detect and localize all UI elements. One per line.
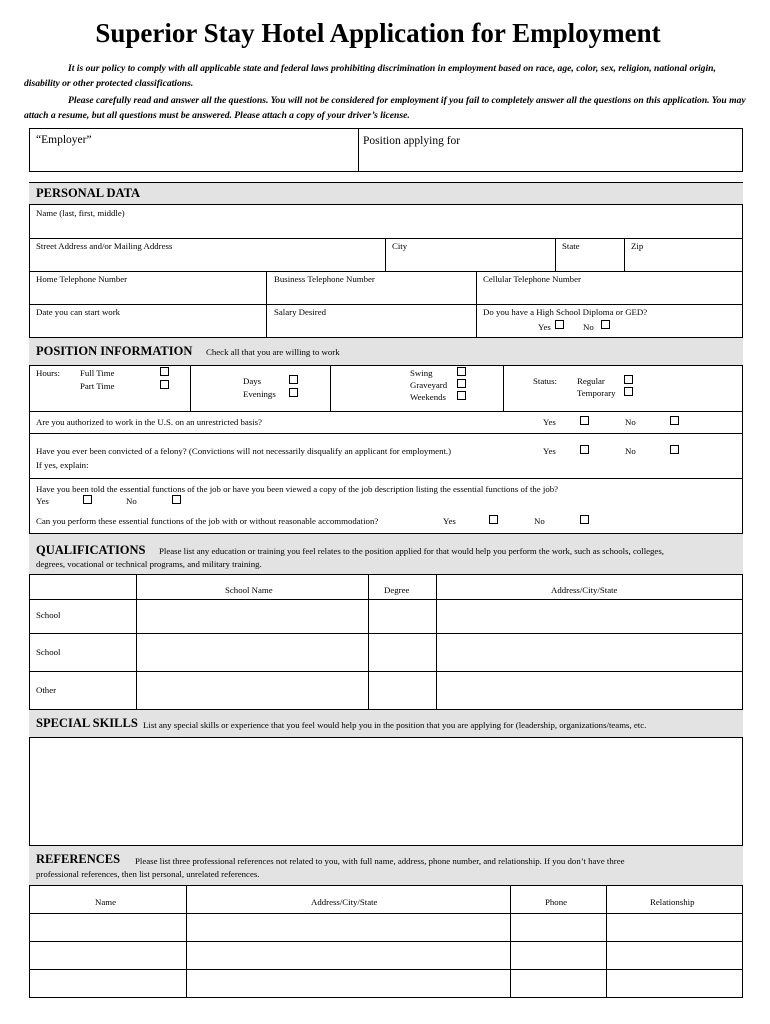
- authorized-yes-checkbox[interactable]: [580, 416, 589, 425]
- personal-data-heading: PERSONAL DATA: [36, 186, 141, 200]
- references-heading: REFERENCES: [36, 852, 121, 866]
- felony-yes-checkbox[interactable]: [580, 445, 589, 454]
- part-time-label: Part Time: [80, 381, 115, 391]
- ref-col-name: Name: [95, 897, 117, 907]
- employer-field[interactable]: “Employer”: [36, 134, 92, 146]
- graveyard-checkbox[interactable]: [457, 379, 466, 388]
- col-address-city-state: Address/City/State: [551, 585, 618, 595]
- position-info-heading: POSITION INFORMATION: [36, 344, 193, 358]
- essential-functions-question: Have you been told the essential functions of the job or have you been viewed a copy of the job description listing the essential functions of the job?: [36, 484, 559, 494]
- home-phone-field[interactable]: Home Telephone Number: [36, 274, 128, 284]
- diploma-no-label: No: [583, 322, 594, 332]
- weekends-checkbox[interactable]: [457, 391, 466, 400]
- qualifications-desc-line2: degrees, vocational or technical programs, and military training.: [36, 559, 262, 569]
- instructions-statement: Please carefully read and answer all the questions. You will not be considered for employment if you fail to completely answer all the questions on this application. You may attach a resume, but all questions must be answered. Please attach a copy of your driver’s license.: [24, 95, 746, 121]
- perform-yes-label: Yes: [443, 516, 456, 526]
- qualifications-heading: QUALIFICATIONS: [36, 543, 146, 557]
- start-date-field[interactable]: Date you can start work: [36, 307, 121, 317]
- special-skills-desc: List any special skills or experience that you feel would help you in the position that you are applying for (leadership, organizations/teams, etc.: [143, 720, 647, 730]
- essential-yes-label: Yes: [36, 496, 49, 506]
- authorized-no-label: No: [625, 417, 636, 427]
- days-checkbox[interactable]: [289, 375, 298, 384]
- regular-label: Regular: [577, 376, 605, 386]
- authorized-question: Are you authorized to work in the U.S. on an unrestricted basis?: [36, 417, 262, 427]
- perform-no-label: No: [534, 516, 545, 526]
- essential-no-label: No: [126, 496, 137, 506]
- col-school-name: School Name: [225, 585, 273, 595]
- status-label: Status:: [533, 376, 557, 386]
- felony-yes-label: Yes: [543, 446, 556, 456]
- ref-col-relationship: Relationship: [650, 897, 695, 907]
- col-degree: Degree: [384, 585, 410, 595]
- other-row-label: Other: [36, 685, 57, 695]
- qualifications-desc-line1: Please list any education or training you feel relates to the position applied for that would help you perform the work, such as schools, colleges,: [159, 546, 664, 556]
- evenings-label: Evenings: [243, 389, 276, 399]
- ref-col-address: Address/City/State: [311, 897, 378, 907]
- weekends-label: Weekends: [410, 392, 446, 402]
- essential-yes-checkbox[interactable]: [83, 495, 92, 504]
- swing-label: Swing: [410, 368, 433, 378]
- policy-statement: It is our policy to comply with all applicable state and federal laws prohibiting discrimination in employment based on race, age, color, sex, religion, national origin, disability or other protected classifications.: [24, 63, 716, 89]
- position-info-subheading: Check all that you are willing to work: [206, 347, 340, 357]
- regular-checkbox[interactable]: [624, 375, 633, 384]
- full-time-label: Full Time: [80, 368, 115, 378]
- perform-yes-checkbox[interactable]: [489, 515, 498, 524]
- perform-no-checkbox[interactable]: [580, 515, 589, 524]
- felony-question: Have you ever been convicted of a felony? (Convictions will not necessarily disqualify an applicant for employment.): [36, 446, 452, 456]
- street-address-field[interactable]: Street Address and/or Mailing Address: [36, 241, 173, 251]
- diploma-question: Do you have a High School Diploma or GED?: [483, 307, 648, 317]
- evenings-checkbox[interactable]: [289, 388, 298, 397]
- hours-label: Hours:: [36, 368, 60, 378]
- business-phone-field[interactable]: Business Telephone Number: [274, 274, 375, 284]
- state-field[interactable]: State: [562, 241, 580, 251]
- authorized-yes-label: Yes: [543, 417, 556, 427]
- graveyard-label: Graveyard: [410, 380, 448, 390]
- felony-explain-field[interactable]: If yes, explain:: [36, 460, 89, 470]
- diploma-no-checkbox[interactable]: [601, 320, 610, 329]
- felony-no-checkbox[interactable]: [670, 445, 679, 454]
- special-skills-heading: SPECIAL SKILLS: [36, 716, 138, 730]
- felony-no-label: No: [625, 446, 636, 456]
- authorized-no-checkbox[interactable]: [670, 416, 679, 425]
- full-time-checkbox[interactable]: [160, 367, 169, 376]
- city-field[interactable]: City: [392, 241, 408, 251]
- ref-col-phone: Phone: [545, 897, 567, 907]
- essential-no-checkbox[interactable]: [172, 495, 181, 504]
- temporary-checkbox[interactable]: [624, 387, 633, 396]
- references-desc-line2: professional references, then list personal, unrelated references.: [36, 869, 260, 879]
- position-applying-field[interactable]: Position applying for: [363, 135, 461, 147]
- temporary-label: Temporary: [577, 388, 616, 398]
- name-field[interactable]: Name (last, first, middle): [36, 208, 125, 218]
- school-row-2-label: School: [36, 647, 61, 657]
- page-title: Superior Stay Hotel Application for Employment: [95, 18, 661, 48]
- perform-functions-question: Can you perform these essential functions of the job with or without reasonable accommodation?: [36, 516, 379, 526]
- diploma-yes-checkbox[interactable]: [555, 320, 564, 329]
- swing-checkbox[interactable]: [457, 367, 466, 376]
- diploma-yes-label: Yes: [538, 322, 551, 332]
- salary-field[interactable]: Salary Desired: [274, 307, 327, 317]
- zip-field[interactable]: Zip: [631, 241, 644, 251]
- part-time-checkbox[interactable]: [160, 380, 169, 389]
- cell-phone-field[interactable]: Cellular Telephone Number: [483, 274, 581, 284]
- school-row-1-label: School: [36, 610, 61, 620]
- days-label: Days: [243, 376, 262, 386]
- special-skills-input[interactable]: [31, 740, 741, 844]
- references-desc-line1: Please list three professional references not related to you, with full name, address, phone number, and relationship. If you don’t have three: [135, 856, 625, 866]
